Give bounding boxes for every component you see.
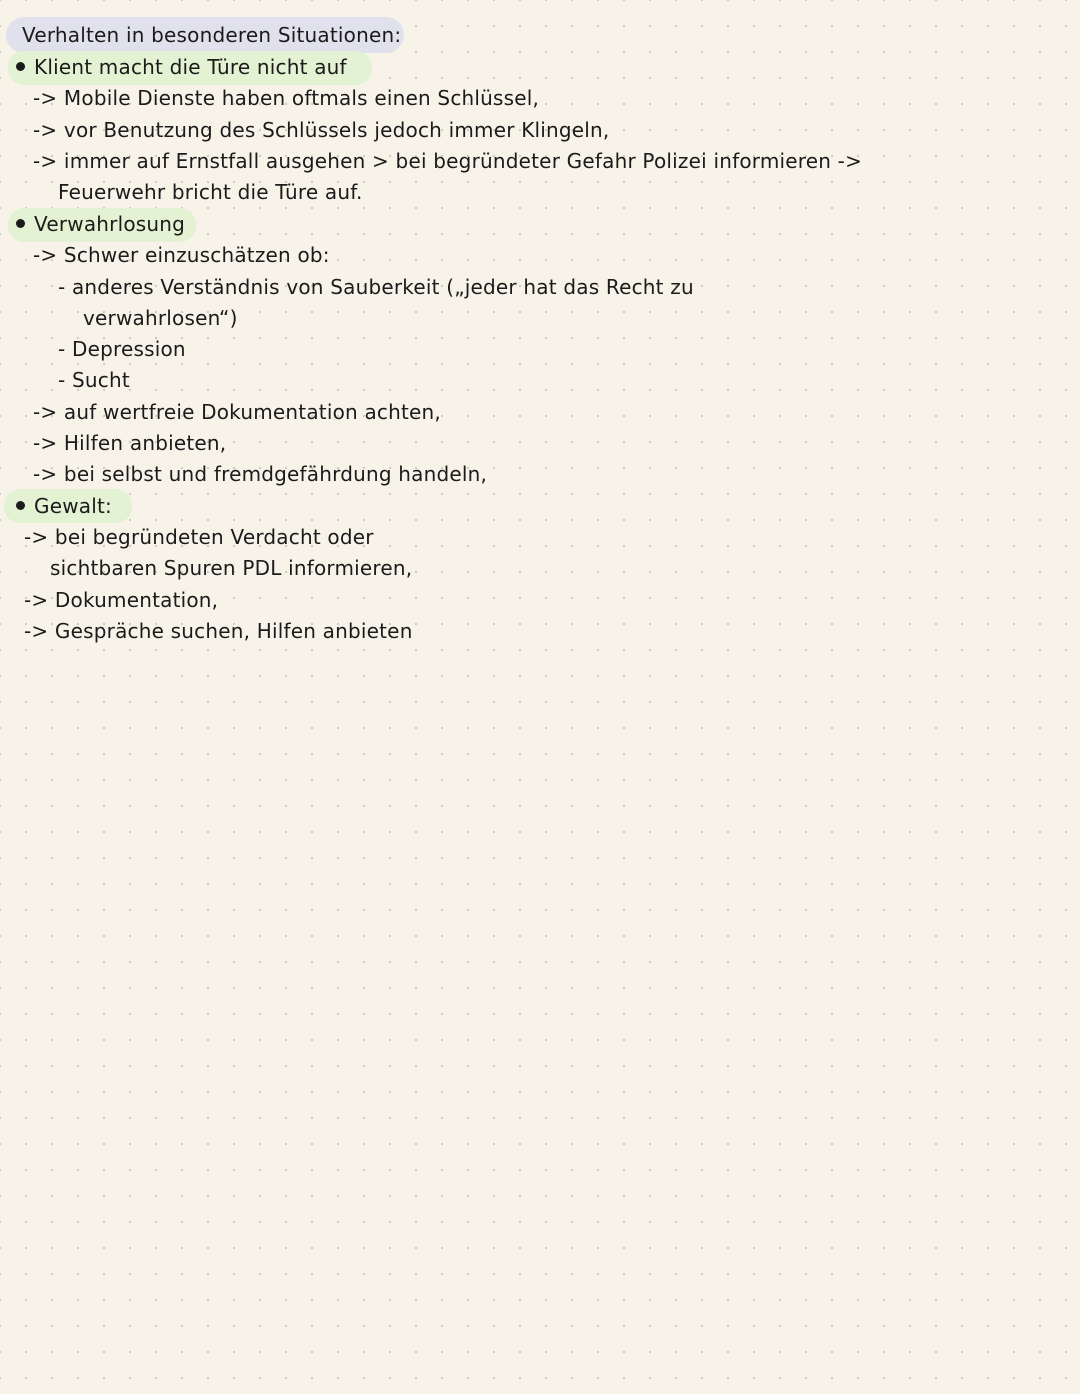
page-title: Verhalten in besonderen Situationen: [22,23,402,47]
list-item-continuation: sichtbaren Spuren PDL informieren, [50,556,413,580]
sub-item: - Sucht [58,368,130,392]
list-item: -> Hilfen anbieten, [33,431,227,455]
section-heading-text: Verwahrlosung [34,212,186,236]
list-item: -> Dokumentation, [24,588,219,612]
sub-item: - Depression [58,337,186,361]
list-item-continuation: Feuerwehr bricht die Türe auf. [58,180,363,204]
sub-item-continuation: verwahrlosen“) [83,306,238,330]
section-heading [16,492,112,520]
section-heading-text: Klient macht die Türe nicht auf [34,55,347,79]
list-item: -> Mobile Dienste haben oftmals einen Schlüssel, [33,86,540,110]
bullet-icon [16,62,25,71]
list-item: -> bei begründeten Verdacht oder [24,525,374,549]
bullet-icon [16,501,25,510]
section-heading [16,210,185,238]
list-item: -> auf wertfreie Dokumentation achten, [33,400,441,424]
section-heading-text: Gewalt: [34,494,112,518]
list-item: -> bei selbst und fremdgefährdung handeln, [33,462,488,486]
list-item: -> vor Benutzung des Schlüssels jedoch immer Klingeln, [33,118,610,142]
list-item: -> immer auf Ernstfall ausgehen > bei begründeter Gefahr Polizei informieren -> [33,149,863,173]
bullet-icon [16,219,25,228]
list-item: -> Schwer einzuschätzen ob: [33,243,330,267]
list-item: -> Gespräche suchen, Hilfen anbieten [24,619,413,643]
sub-item: - anderes Verständnis von Sauberkeit („jeder hat das Recht zu [58,275,694,299]
section-heading [16,53,347,81]
